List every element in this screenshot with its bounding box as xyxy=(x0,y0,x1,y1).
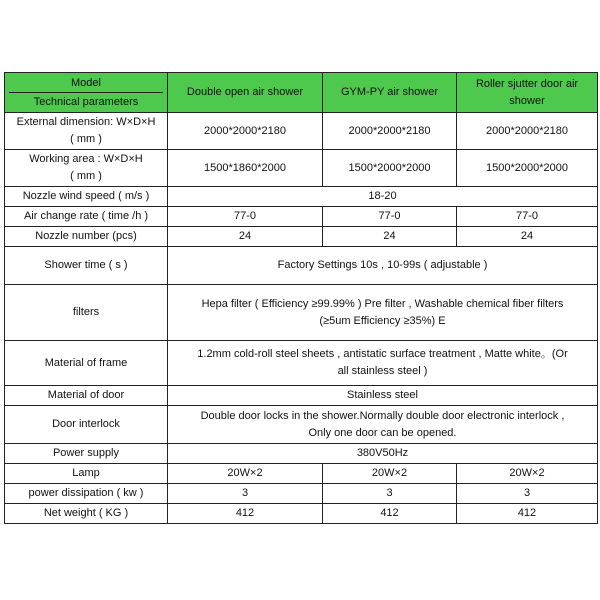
row-working-area xyxy=(5,150,598,187)
row-label: Power supply xyxy=(5,444,168,464)
row-material-frame xyxy=(5,341,598,386)
cell-value: 3 xyxy=(323,484,457,504)
cell-value xyxy=(168,285,598,341)
cell-value: 380V50Hz xyxy=(168,444,598,464)
row-net-weight xyxy=(5,504,598,524)
frame-line2: all stainless steel ) xyxy=(337,365,428,377)
interlock-line1: Double door locks in the shower.Normally double door electronic interlock , xyxy=(200,409,565,422)
row-label: Material of frame xyxy=(5,341,168,386)
header-col-2: GYM-PY air shower xyxy=(323,73,457,113)
row-nozzle-wind-speed xyxy=(5,187,598,207)
row-label-line2: ( mm ) xyxy=(70,170,102,182)
cell-value: 1500*1860*2000 xyxy=(168,150,323,187)
row-label: filters xyxy=(5,285,168,341)
row-label-line1: External dimension: W×D×H xyxy=(16,116,156,128)
row-external-dimension xyxy=(5,113,598,150)
row-label: Shower time ( s ) xyxy=(5,247,168,285)
cell-value: 24 xyxy=(168,227,323,247)
cell-value: 20W×2 xyxy=(323,464,457,484)
cell-value: 2000*2000*2180 xyxy=(323,113,457,150)
row-shower-time xyxy=(5,247,598,285)
row-label: Material of door xyxy=(5,386,168,406)
header-col-1: Double open air shower xyxy=(168,73,323,113)
cell-value: 412 xyxy=(457,504,598,524)
row-label xyxy=(5,150,168,187)
cell-value: 24 xyxy=(323,227,457,247)
cell-value: 3 xyxy=(168,484,323,504)
cell-value: 2000*2000*2180 xyxy=(168,113,323,150)
cell-value: 77-0 xyxy=(168,207,323,227)
header-row xyxy=(5,73,598,113)
cell-value: Stainless steel xyxy=(168,386,598,406)
row-filters xyxy=(5,285,598,341)
row-label: Lamp xyxy=(5,464,168,484)
row-material-door xyxy=(5,386,598,406)
row-label: Air change rate ( time /h ) xyxy=(5,207,168,227)
cell-value: 412 xyxy=(168,504,323,524)
filters-line1: Hepa filter ( Efficiency ≥99.99% ) Pre filter , Washable chemical fiber filters xyxy=(201,297,564,310)
cell-value: 3 xyxy=(457,484,598,504)
cell-value xyxy=(168,406,598,444)
cell-value: Factory Settings 10s , 10-99s ( adjustable ) xyxy=(168,247,598,285)
row-door-interlock xyxy=(5,406,598,444)
cell-value: 1500*2000*2000 xyxy=(457,150,598,187)
cell-value: 77-0 xyxy=(323,207,457,227)
row-label xyxy=(5,113,168,150)
interlock-line2: Only one door can be opened. xyxy=(308,426,457,439)
row-label-line1: Working area : W×D×H xyxy=(29,153,143,165)
row-lamp xyxy=(5,464,598,484)
row-power-supply xyxy=(5,444,598,464)
cell-value: 24 xyxy=(457,227,598,247)
cell-value xyxy=(168,341,598,386)
cell-value: 77-0 xyxy=(457,207,598,227)
row-nozzle-number xyxy=(5,227,598,247)
cell-value: 2000*2000*2180 xyxy=(457,113,598,150)
cell-value: 20W×2 xyxy=(168,464,323,484)
row-power-dissipation xyxy=(5,484,598,504)
spec-table xyxy=(4,72,598,524)
row-label: Net weight ( KG ) xyxy=(5,504,168,524)
row-label: Nozzle number (pcs) xyxy=(5,227,168,247)
header-model-label: Model xyxy=(9,74,163,93)
filters-line2: (≥5um Efficiency ≥35%) E xyxy=(319,314,446,327)
header-model-cell xyxy=(5,73,168,113)
frame-line1: 1.2mm cold-roll steel sheets , antistatic surface treatment , Matte white。(Or xyxy=(197,348,568,360)
row-air-change-rate xyxy=(5,207,598,227)
cell-value: 412 xyxy=(323,504,457,524)
cell-value: 1500*2000*2000 xyxy=(323,150,457,187)
header-tech-label: Technical parameters xyxy=(33,96,139,108)
row-label-line2: ( mm ) xyxy=(70,133,102,145)
header-col-3: Roller sjutter door air shower xyxy=(457,73,598,113)
cell-value: 18-20 xyxy=(168,187,598,207)
row-label: power dissipation ( kw ) xyxy=(5,484,168,504)
cell-value: 20W×2 xyxy=(457,464,598,484)
row-label: Door interlock xyxy=(5,406,168,444)
row-label: Nozzle wind speed ( m/s ) xyxy=(5,187,168,207)
